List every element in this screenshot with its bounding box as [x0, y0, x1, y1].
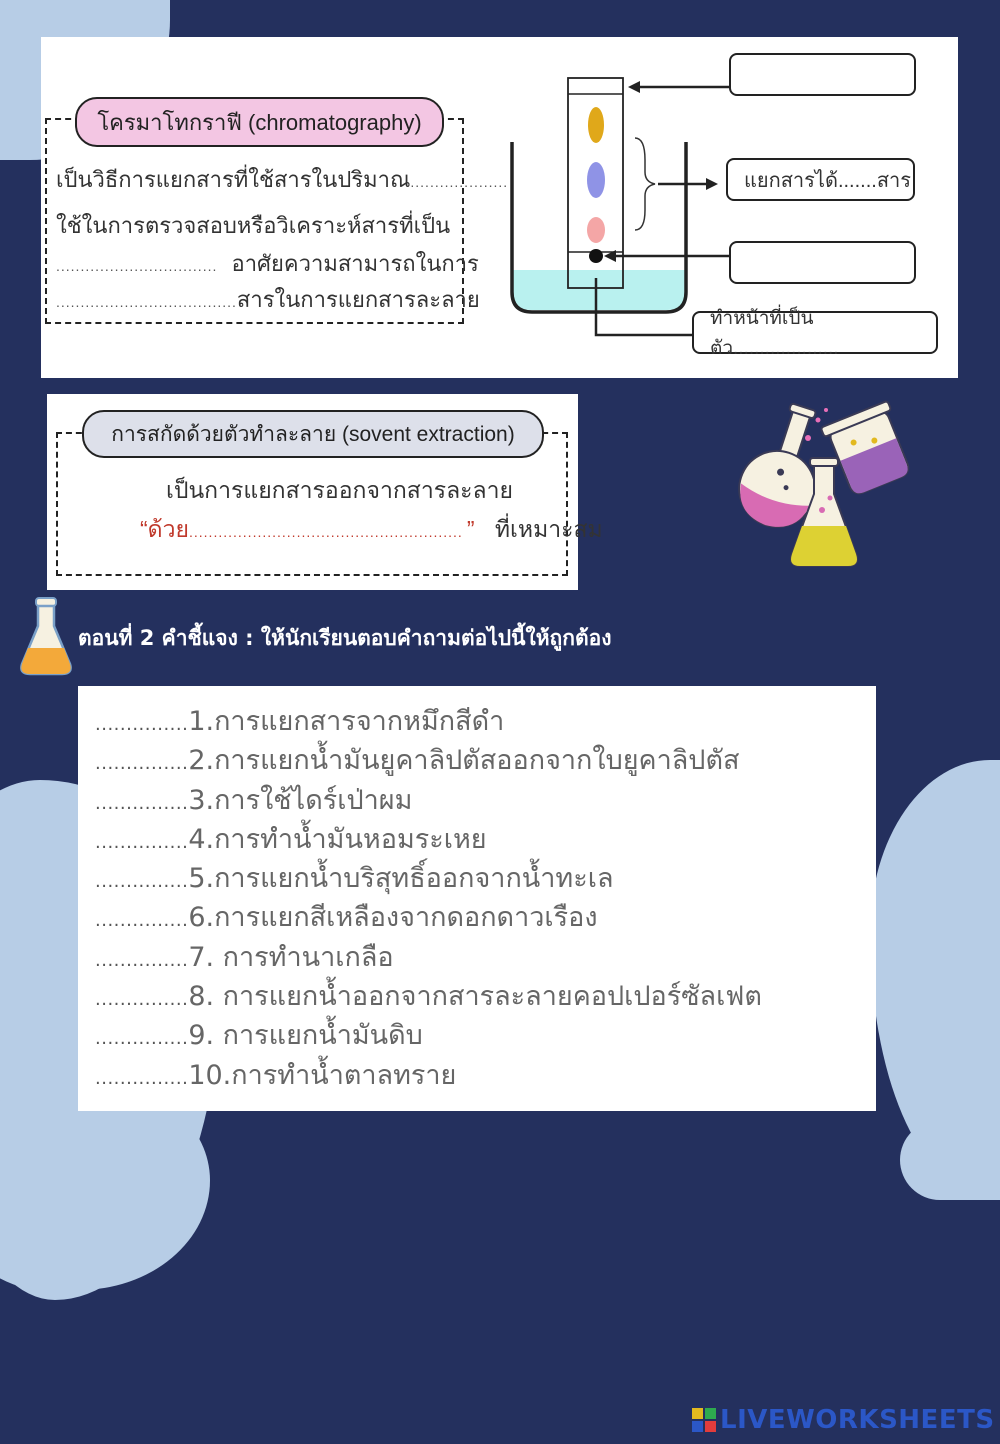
question-text: 3.การใช้ไดร์เป่าผม: [188, 784, 413, 816]
question-item: [95, 859, 762, 898]
question-answer-blank[interactable]: ...............: [95, 753, 189, 775]
extraction-line-1: เป็นการแยกสารออกจากสารละลาย: [166, 477, 514, 503]
chromatography-line-3: ................................. อาศัยความสามารถในการ: [56, 251, 479, 276]
beaker-solvent: [513, 270, 685, 310]
origin-dot: [589, 249, 603, 263]
question-answer-blank[interactable]: ...............: [95, 714, 189, 735]
chromatography-line-4: .....................................สารในการแยกสารละลาย: [56, 287, 480, 312]
logo-icon: [692, 1408, 716, 1432]
questions-list: [95, 702, 762, 1095]
question-text: 1.การแยกสารจากหมึกสีดำ: [188, 706, 505, 737]
spot-pink: [587, 217, 605, 243]
answer-blank[interactable]: .................................: [56, 258, 218, 274]
question-answer-blank[interactable]: ...............: [95, 949, 189, 971]
chromatography-title-pill: [75, 97, 444, 147]
question-item: [95, 898, 762, 937]
question-item: [95, 1016, 762, 1055]
diagram-label-separate[interactable]: แยกสารได้.......สาร: [726, 158, 915, 201]
flasks-illustration: [722, 398, 912, 578]
question-text: 10.การทำน้ำตาลทราย: [188, 1059, 457, 1091]
background-blob-right-notch: [900, 1120, 1000, 1200]
question-text: 6.การแยกสีเหลืองจากดอกดาวเรือง: [188, 902, 598, 934]
question-item: [95, 1056, 762, 1095]
question-answer-blank[interactable]: ...............: [95, 871, 189, 893]
question-text: 7. การทำนาเกลือ: [188, 941, 394, 973]
question-text: 4.การทำน้ำมันหอมระเหย: [188, 823, 487, 855]
question-item: [95, 977, 762, 1016]
question-answer-blank[interactable]: ...............: [95, 792, 189, 814]
chromatography-line-1: เป็นวิธีการแยกสารที่ใช้สารในปริมาณ....................: [56, 167, 509, 192]
spot-yellow: [588, 107, 604, 143]
question-answer-blank[interactable]: ...............: [95, 1067, 189, 1089]
liveworksheets-logo[interactable]: [692, 1405, 995, 1435]
extraction-title: การสกัดด้วยตัวทำละลาย (sovent extraction): [111, 422, 515, 446]
part-2-heading: ตอนที่ 2 คำชี้แจง : ให้นักเรียนตอบคำถามต่อไปนี้ให้ถูกต้อง: [78, 626, 612, 650]
chromatography-title: โครมาโทกราฟี (chromatography): [97, 109, 422, 135]
diagram-label-top-input[interactable]: [729, 53, 916, 96]
question-answer-blank[interactable]: ...............: [95, 910, 189, 932]
question-item: [95, 820, 762, 859]
question-item: [95, 702, 762, 741]
answer-blank[interactable]: ....................: [410, 174, 509, 190]
chromatography-line-2: ใช้ในการตรวจสอบหรือวิเคราะห์สารที่เป็น: [56, 213, 451, 238]
spot-blue: [587, 162, 605, 198]
question-item: [95, 741, 762, 780]
question-item: [95, 781, 762, 820]
question-answer-blank[interactable]: ...............: [95, 831, 189, 853]
flask-icon: [16, 594, 76, 678]
answer-blank[interactable]: .....................................: [56, 294, 237, 310]
extraction-line-2: “ด้วย........................................................ ” ที่เหมาะสม: [140, 516, 603, 542]
question-answer-blank[interactable]: ...............: [95, 989, 189, 1011]
question-text: 8. การแยกน้ำออกจากสารละลายคอปเปอร์ซัลเฟต: [188, 981, 762, 1013]
answer-blank[interactable]: ........................................................: [189, 524, 463, 540]
question-item: [95, 938, 762, 977]
extraction-title-pill: [82, 410, 544, 458]
question-answer-blank[interactable]: ...............: [95, 1028, 189, 1050]
question-text: 9. การแยกน้ำมันดิบ: [188, 1020, 423, 1052]
question-text: 5.การแยกน้ำบริสุทธิ์ออกจากน้ำทะเล: [188, 863, 614, 895]
diagram-label-mid-input[interactable]: [729, 241, 916, 284]
logo-text: LIVEWORKSHEETS: [720, 1405, 995, 1435]
diagram-label-bottom[interactable]: ทำหน้าที่เป็นตัว....................: [692, 311, 938, 354]
question-text: 2.การแยกน้ำมันยูคาลิปตัสออกจากใบยูคาลิปตัส: [188, 745, 740, 777]
